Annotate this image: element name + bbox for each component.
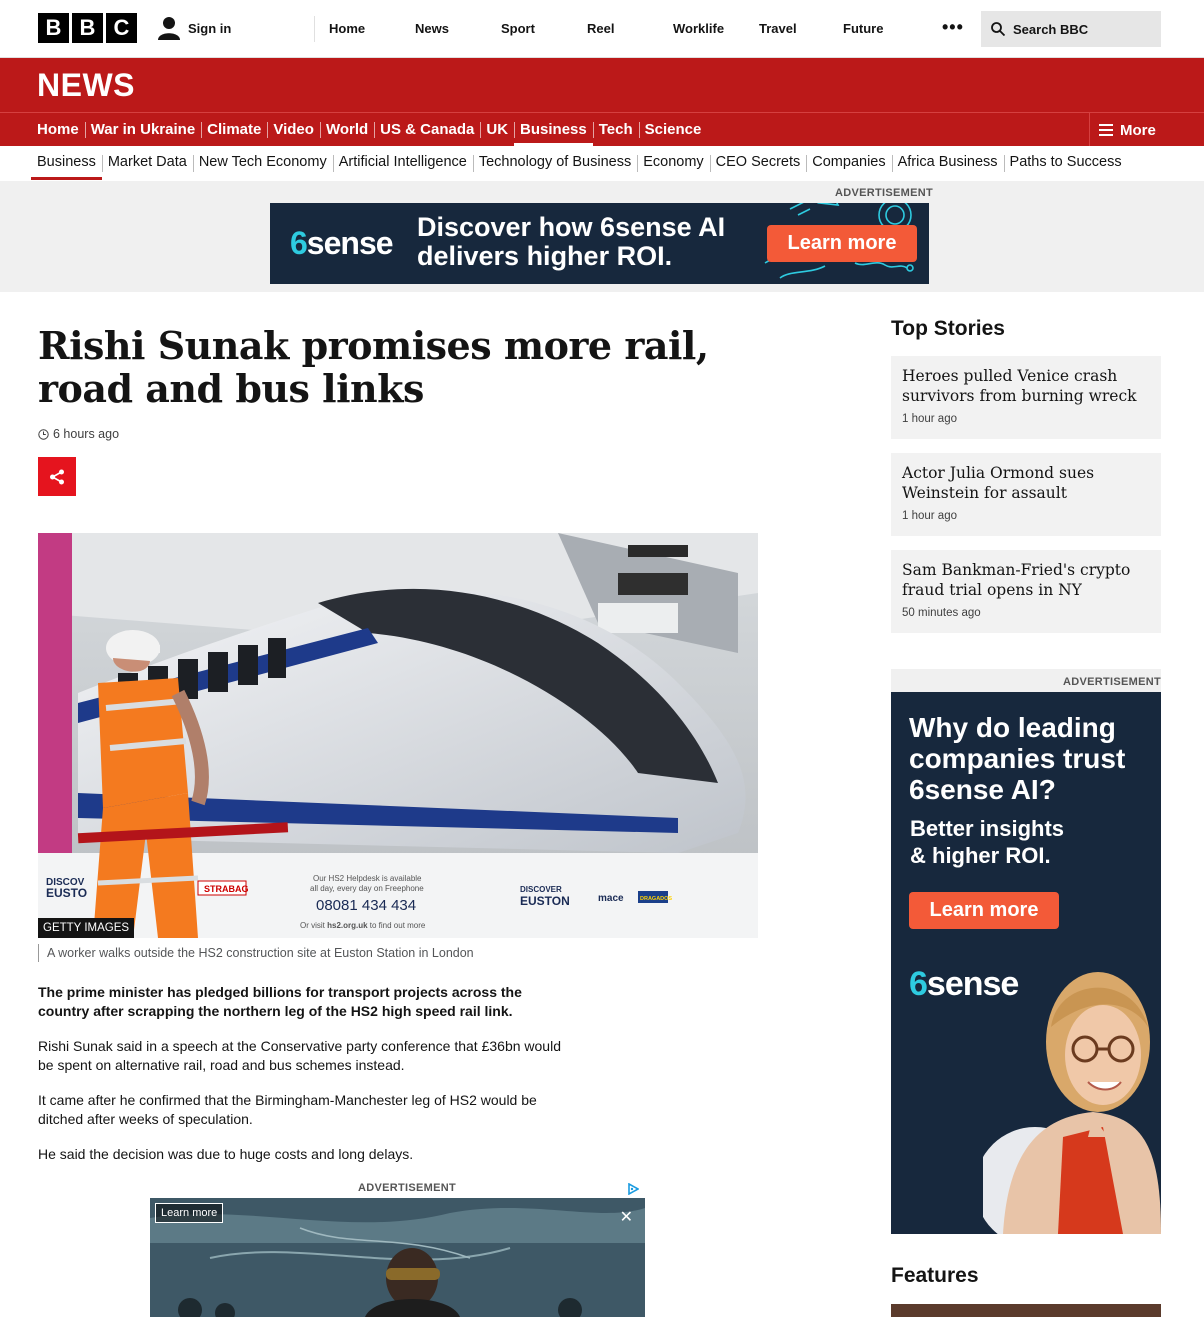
ad-label: ADVERTISEMENT (1062, 676, 1161, 688)
top-story-card[interactable] (891, 550, 1161, 633)
search-placeholder: Search BBC (1013, 21, 1089, 37)
top-story-time: 50 minutes ago (902, 607, 981, 619)
news-nav-war-in-ukraine[interactable]: War in Ukraine (85, 113, 201, 147)
ad-label: ADVERTISEMENT (835, 187, 934, 199)
hoarding-helpdesk-line1: Our HS2 Helpdesk is available (313, 874, 422, 883)
top-story-time: 1 hour ago (902, 510, 957, 522)
news-nav-video[interactable]: Video (267, 113, 320, 147)
news-nav-tech[interactable]: Tech (593, 113, 639, 147)
top-story-title[interactable]: Actor Julia Ormond sues Weinstein for assault (902, 464, 1095, 502)
svg-text:Or visit hs2.org.uk to find ou (300, 921, 426, 930)
woman-portrait-image (983, 937, 1161, 1234)
user-icon (158, 16, 180, 40)
more-menu-button[interactable] (1089, 113, 1204, 147)
news-header (0, 58, 1204, 112)
timestamp-text: 6 hours ago (53, 427, 120, 441)
top-story-card[interactable] (891, 356, 1161, 439)
sign-in-label: Sign in (188, 20, 232, 36)
sub-nav-economy[interactable]: Economy (637, 146, 709, 181)
more-options-icon[interactable]: ••• (942, 17, 964, 37)
news-nav-science[interactable]: Science (639, 113, 708, 147)
bbc-logo-letter: B (72, 13, 103, 43)
article-headline: Rishi Sunak promises more rail, road and bus links (38, 323, 709, 411)
top-ad-banner[interactable] (270, 203, 929, 284)
news-nav-bar (0, 112, 1204, 146)
hoarding-discover-right: DISCOVER (520, 885, 562, 894)
close-icon[interactable]: ✕ (619, 1209, 633, 1226)
global-nav-future[interactable]: Future (843, 21, 884, 36)
more-menu-label: More (1120, 121, 1156, 139)
news-nav-world[interactable]: World (320, 113, 374, 147)
top-ad-learn-more-button[interactable]: Learn more (767, 225, 917, 262)
global-nav-home[interactable]: Home (329, 21, 366, 36)
top-story-title[interactable]: Sam Bankman-Fried's crypto fraud trial opens in NY (902, 561, 1131, 599)
6sense-logo: 6sense (290, 225, 393, 261)
hoarding-euston-right: EUSTON (520, 894, 570, 908)
article-paragraph: Rishi Sunak said in a speech at the Conservative party conference that £36bn would be spent on alternative rail, road and bus schemes instead. (38, 1038, 561, 1073)
bbc-logo[interactable] (38, 13, 137, 43)
sidebar-ad-creative[interactable] (891, 692, 1161, 1234)
hoarding-dragados: DRAGADOS (640, 896, 673, 902)
feature-image[interactable] (891, 1304, 1161, 1317)
inline-ad-learn-more-button[interactable]: Learn more (155, 1203, 223, 1223)
bbc-logo-letter: C (106, 13, 137, 43)
global-nav-worklife[interactable]: Worklife (673, 21, 725, 36)
hoarding-discover-left: DISCOV (46, 877, 85, 888)
hoarding-visit-prefix: Or visit (300, 921, 328, 930)
inline-ad-label: ADVERTISEMENT (358, 1182, 457, 1194)
sub-nav-artificial-intelligence[interactable]: Artificial Intelligence (333, 146, 473, 181)
6sense-logo: 6sense (909, 965, 1019, 1003)
hoarding-visit-site: hs2.org.uk (327, 921, 368, 930)
sub-nav-new-tech-economy[interactable]: New Tech Economy (193, 146, 333, 181)
sub-nav-business[interactable]: Business (31, 146, 102, 181)
news-nav-uk[interactable]: UK (480, 113, 514, 147)
hoarding-mace: mace (598, 893, 624, 904)
hoarding-strabag: STRABAG (204, 884, 249, 894)
hoarding-visit-suffix: to find out more (367, 921, 426, 930)
bbc-logo-letter: B (38, 13, 69, 43)
article-timestamp (38, 427, 119, 441)
search-bbc-input[interactable] (981, 11, 1161, 47)
sub-nav-ceo-secrets[interactable]: CEO Secrets (710, 146, 807, 181)
top-ad-text: Discover how 6sense AI delivers higher ROI. (417, 212, 726, 271)
share-icon (49, 469, 65, 485)
image-credit: GETTY IMAGES (38, 918, 134, 938)
hoarding-euston-left: EUSTO (46, 886, 88, 900)
share-button[interactable] (38, 457, 76, 496)
sub-nav-companies[interactable]: Companies (806, 146, 891, 181)
sub-nav-technology-of-business[interactable]: Technology of Business (473, 146, 637, 181)
global-nav-reel[interactable]: Reel (587, 21, 615, 36)
global-nav (314, 16, 919, 42)
global-nav-travel[interactable]: Travel (759, 21, 797, 36)
top-story-title[interactable]: Heroes pulled Venice crash survivors from burning wreck (902, 367, 1137, 405)
sidebar-ad-subline: Better insights & higher ROI. (910, 816, 1065, 868)
hs2-train-photo (38, 533, 758, 938)
global-nav-sport[interactable]: Sport (501, 21, 535, 36)
sub-nav-paths-to-success[interactable]: Paths to Success (1004, 146, 1128, 181)
article-main-image (38, 533, 758, 938)
article-paragraph: He said the decision was due to huge costs and long delays. (38, 1146, 414, 1162)
global-nav-news[interactable]: News (415, 21, 449, 36)
top-stories-heading: Top Stories (891, 317, 1005, 340)
image-caption: A worker walks outside the HS2 construction site at Euston Station in London (38, 944, 474, 962)
article-paragraph: It came after he confirmed that the Birmingham-Manchester leg of HS2 would be ditched after weeks of speculation. (38, 1092, 537, 1127)
hamburger-icon (1099, 124, 1113, 136)
hoarding-helpdesk-line2: all day, every day on Freephone (310, 884, 424, 893)
inline-ad-video-frame (150, 1198, 645, 1317)
sign-in-link[interactable] (158, 16, 231, 40)
sub-nav-africa-business[interactable]: Africa Business (892, 146, 1004, 181)
sidebar-ad-headline: Why do leading companies trust 6sense AI? (909, 712, 1126, 805)
clock-icon (38, 429, 49, 440)
news-nav-home[interactable]: Home (37, 121, 79, 138)
news-nav-business[interactable]: Business (514, 113, 593, 147)
sidebar-ad-learn-more-button[interactable]: Learn more (909, 892, 1059, 929)
adchoices-icon[interactable] (627, 1183, 639, 1195)
inline-video-ad[interactable] (150, 1198, 645, 1317)
business-sub-nav (0, 146, 1204, 181)
top-ad-band (0, 181, 1204, 292)
sub-nav-market-data[interactable]: Market Data (102, 146, 193, 181)
news-nav-climate[interactable]: Climate (201, 113, 267, 147)
news-nav-us-canada[interactable]: US & Canada (374, 113, 480, 147)
bbc-global-bar (0, 0, 1204, 58)
features-heading: Features (891, 1264, 979, 1287)
search-icon (991, 22, 1005, 36)
top-story-time: 1 hour ago (902, 413, 957, 425)
hoarding-phone: 08081 434 434 (316, 897, 417, 914)
sidebar-ad (891, 669, 1161, 1234)
top-story-card[interactable] (891, 453, 1161, 536)
news-logo[interactable]: NEWS (37, 67, 135, 103)
article-lead: The prime minister has pledged billions for transport projects across the country after scrapping the northern leg of the HS2 high speed rail link. (38, 984, 522, 1019)
